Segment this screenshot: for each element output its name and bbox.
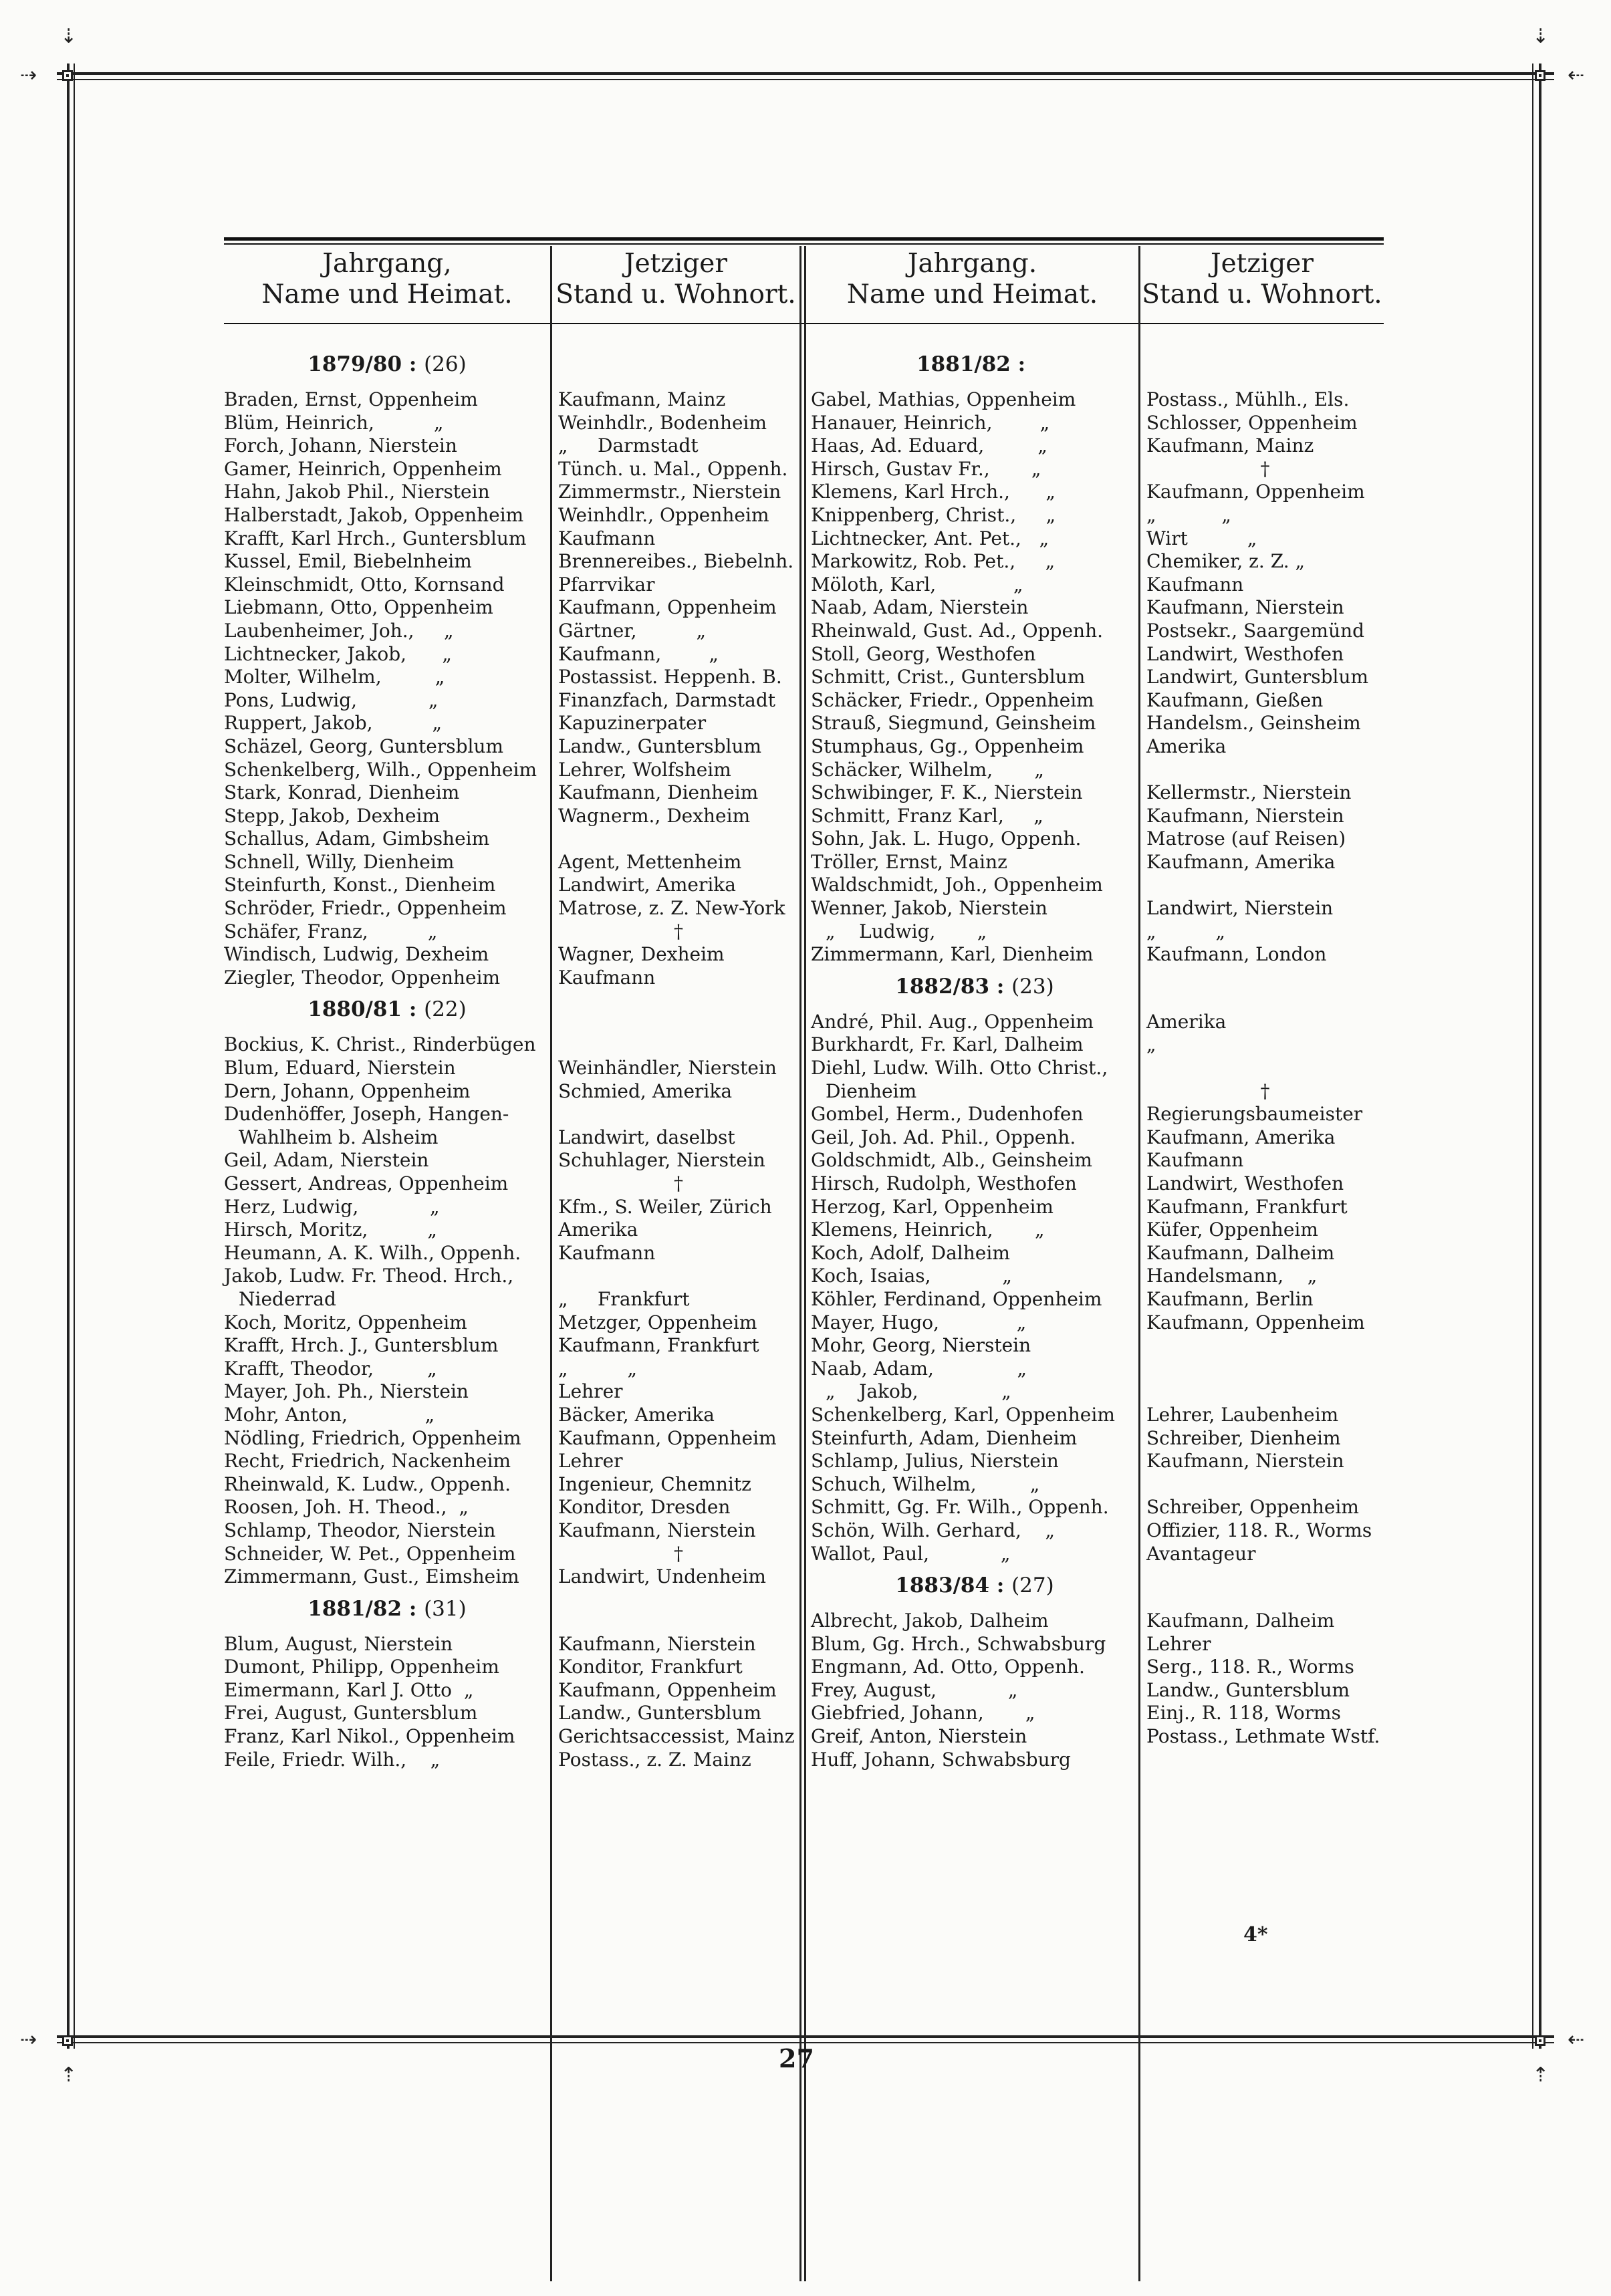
entry-status: Kaufmann, Amerika [1146, 850, 1336, 873]
entry-status: † [674, 1172, 683, 1194]
corner-ornament-top-right [1529, 64, 1552, 87]
entry-name: Forch, Johann, Nierstein [224, 434, 457, 457]
entry-status: Kaufmann, „ [558, 642, 719, 665]
entry-name: Recht, Friedrich, Nackenheim [224, 1450, 511, 1473]
entry-name: Schäfer, Franz, „ [224, 920, 438, 942]
arrow-ornament-icon: ⇢ [20, 63, 37, 87]
section-spacer [1146, 967, 1384, 1011]
year-heading: 1879/80 : (26) [307, 352, 467, 376]
entry-name: Bockius, K. Christ., Rinderbügen [224, 1033, 536, 1056]
entry-status: Kaufmann, Nierstein [1146, 804, 1344, 827]
entry-status: Kaufmann, Frankfurt [558, 1334, 759, 1357]
entry-status: Serg., 118. R., Worms [1146, 1656, 1354, 1678]
table-top-rule-thin [224, 243, 1384, 245]
entry-status: Konditor, Dresden [558, 1496, 731, 1519]
entry-name: Dienheim [826, 1079, 917, 1102]
entry-name: Hirsch, Rudolph, Westhofen [811, 1172, 1077, 1194]
page-number: 27 [779, 2043, 814, 2073]
entry-name: Burkhardt, Fr. Karl, Dalheim [811, 1033, 1084, 1056]
entry-name: Blum, Gg. Hrch., Schwabsburg [811, 1632, 1106, 1655]
entry-status: Kaufmann, Dalheim [1146, 1610, 1335, 1632]
entry-name: Wahlheim b. Alsheim [239, 1126, 439, 1148]
entry-name: Stark, Konrad, Dienheim [224, 781, 460, 804]
year-heading: 1881/82 : (31) [307, 1596, 467, 1621]
entry-name: Engmann, Ad. Otto, Oppenh. [811, 1656, 1085, 1678]
entry-status: Lehrer, Laubenheim [1146, 1403, 1339, 1426]
frame-top-line-thin [57, 79, 1554, 80]
entry-name: Hirsch, Moritz, „ [224, 1219, 437, 1241]
entry-name: Sohn, Jak. L. Hugo, Oppenh. [811, 827, 1082, 850]
entry-name: Goldschmidt, Alb., Geinsheim [811, 1149, 1092, 1172]
entry-name: Mayer, Hugo, „ [811, 1311, 1027, 1333]
entry-name: Herzog, Karl, Oppenheim [811, 1195, 1054, 1218]
entry-name: Zimmermann, Gust., Eimsheim [224, 1565, 519, 1588]
entry-status: Matrose (auf Reisen) [1146, 827, 1346, 850]
corner-ornament-bottom-left [56, 2029, 79, 2052]
entry-status: Schuhlager, Nierstein [558, 1149, 765, 1172]
section-spacer [558, 344, 799, 388]
header-name-right: Jahrgang. Name und Heimat. [846, 249, 1098, 309]
column-divider [804, 246, 806, 2281]
arrow-ornament-icon: ⇢ [20, 2028, 37, 2051]
entry-status: Landwirt, Amerika [558, 874, 736, 896]
entry-status: Wirt „ [1146, 527, 1257, 549]
entry-name: Schäcker, Friedr., Oppenheim [811, 688, 1094, 711]
entry-name: Stoll, Georg, Westhofen [811, 642, 1036, 665]
year-heading: 1881/82 : [916, 352, 1026, 376]
entry-name: Strauß, Siegmund, Geinsheim [811, 712, 1096, 735]
entry-status: Handelsm., Geinsheim [1146, 712, 1361, 735]
entry-status: Kaufmann [558, 527, 656, 549]
entry-status: Konditor, Frankfurt [558, 1656, 743, 1678]
entry-name: Blum, August, Nierstein [224, 1632, 453, 1655]
entry-status: Avantageur [1146, 1542, 1256, 1565]
entry-status [1146, 1380, 1384, 1404]
entry-status: Amerika [558, 1219, 638, 1241]
arrow-ornament-icon: ⇡ [1532, 2063, 1550, 2087]
entry-name: Windisch, Ludwig, Dexheim [224, 943, 489, 966]
entry-name: Krafft, Karl Hrch., Guntersblum [224, 527, 527, 549]
entry-name: Tröller, Ernst, Mainz [811, 850, 1007, 873]
entry-name: Kussel, Emil, Biebelnheim [224, 550, 472, 573]
entry-status: Kaufmann [1146, 573, 1244, 596]
entry-status: Postsekr., Saargemünd [1146, 619, 1365, 642]
entry-status: Kaufmann, Nierstein [1146, 1450, 1344, 1473]
entry-status: Kaufmann, Dienheim [558, 781, 759, 804]
entry-name: Blüm, Heinrich, „ [224, 411, 444, 434]
entry-name: Mayer, Joh. Ph., Nierstein [224, 1380, 469, 1403]
entry-name: Albrecht, Jakob, Dalheim [811, 1610, 1049, 1632]
entry-name: Schneider, W. Pet., Oppenheim [224, 1542, 516, 1565]
arrow-ornament-icon: ⇡ [60, 2063, 78, 2087]
arrow-ornament-icon: ⇠ [1568, 2028, 1585, 2051]
entry-name: Niederrad [239, 1287, 336, 1310]
entry-name: Gombel, Herm., Dudenhofen [811, 1103, 1084, 1126]
entry-status: Kaufmann, Oppenheim [558, 596, 777, 619]
right-status-column [1146, 344, 1384, 1771]
section-spacer [1146, 1565, 1384, 1610]
entry-status: Kaufmann, Oppenheim [1146, 481, 1365, 503]
column-divider [550, 246, 552, 2281]
entry-status: Kaufmann [558, 966, 656, 989]
entry-status: „ [1146, 1033, 1156, 1056]
frame-left-line [67, 63, 70, 2049]
entry-name: Gabel, Mathias, Oppenheim [811, 388, 1076, 410]
arrow-ornament-icon: ⇣ [1532, 25, 1550, 48]
entry-status: Landw., Guntersblum [1146, 1678, 1350, 1701]
entry-status: Einj., R. 118, Worms [1146, 1702, 1341, 1725]
entry-status: Weinhdlr., Bodenheim [558, 411, 767, 434]
entry-name: Geil, Adam, Nierstein [224, 1149, 429, 1172]
entry-name: Dumont, Philipp, Oppenheim [224, 1656, 499, 1678]
entry-status: Kaufmann, Oppenheim [558, 1426, 777, 1449]
entry-name: Mohr, Anton, „ [224, 1403, 435, 1426]
entry-name: Stumphaus, Gg., Oppenheim [811, 735, 1084, 757]
entry-name: Schmitt, Franz Karl, „ [811, 804, 1043, 827]
entry-name: Roosen, Joh. H. Theod., „ [224, 1496, 469, 1519]
entry-name: Zimmermann, Karl, Dienheim [811, 943, 1094, 966]
entry-name: Schäcker, Wilhelm, „ [811, 758, 1044, 781]
entry-name: Möloth, Karl, „ [811, 573, 1023, 596]
entry-name: Laubenheimer, Joh., „ [224, 619, 454, 642]
year-heading: 1882/83 : (23) [895, 974, 1054, 999]
entry-name: Schön, Wilh. Gerhard, „ [811, 1519, 1055, 1541]
entry-status: Ingenieur, Chemnitz [558, 1473, 751, 1495]
entry-name: Koch, Adolf, Dalheim [811, 1241, 1010, 1264]
entry-status: „ „ [1146, 920, 1226, 942]
entry-name: Feile, Friedr. Wilh., „ [224, 1748, 441, 1771]
entry-status: Weinhändler, Nierstein [558, 1057, 777, 1079]
entry-name: Molter, Wilhelm, „ [224, 666, 445, 688]
entry-status: Handelsmann, „ [1146, 1265, 1318, 1287]
entry-status: Brennereibes., Biebelnh. [558, 550, 794, 573]
entry-status: Küfer, Oppenheim [1146, 1219, 1318, 1241]
entry-name: Schenkelberg, Karl, Oppenheim [811, 1403, 1115, 1426]
frame-top-line [57, 72, 1554, 75]
entry-name: Ziegler, Theodor, Oppenheim [224, 966, 501, 989]
entry-status: „ Frankfurt [558, 1287, 690, 1310]
entry-name: Schröder, Friedr., Oppenheim [224, 897, 507, 920]
entry-name: Haas, Ad. Eduard, „ [811, 434, 1047, 457]
entry-name: Schallus, Adam, Gimbsheim [224, 827, 490, 850]
entry-status: Kaufmann [1146, 1149, 1244, 1172]
entry-status: Kaufmann, Nierstein [558, 1519, 756, 1541]
table-top-rule [224, 237, 1384, 241]
entry-status: Zimmermstr., Nierstein [558, 481, 781, 503]
entry-name: Waldschmidt, Joh., Oppenheim [811, 874, 1103, 896]
frame-left-line-thin [74, 63, 75, 2049]
entry-status: Pfarrvikar [558, 573, 655, 596]
entry-status: Landwirt, daselbst [558, 1126, 735, 1148]
entry-name: Lichtnecker, Ant. Pet., „ [811, 527, 1049, 549]
entry-status: Schlosser, Oppenheim [1146, 411, 1358, 434]
entry-name: Steinfurth, Adam, Dienheim [811, 1426, 1078, 1449]
arrow-ornament-icon: ⇠ [1568, 63, 1585, 87]
entry-status: Kaufmann, Mainz [558, 388, 726, 410]
entry-status: Kellermstr., Nierstein [1146, 781, 1352, 804]
entry-name: Gessert, Andreas, Oppenheim [224, 1172, 509, 1194]
entry-status: † [674, 920, 683, 942]
entry-name: Rheinwald, Gust. Ad., Oppenh. [811, 619, 1104, 642]
entry-status: Kaufmann, Oppenheim [558, 1678, 777, 1701]
entry-name: Dudenhöffer, Joseph, Hangen- [224, 1103, 509, 1126]
entry-name: Frey, August, „ [811, 1678, 1018, 1701]
entry-name: Steinfurth, Konst., Dienheim [224, 874, 496, 896]
corner-ornament-top-left [56, 64, 79, 87]
entry-name: Frei, August, Guntersblum [224, 1702, 478, 1725]
entry-status: Landw., Guntersblum [558, 735, 762, 757]
entry-status: Landw., Guntersblum [558, 1702, 762, 1725]
entry-status: „ „ [1146, 503, 1231, 526]
entry-status [558, 1033, 799, 1057]
entry-name: Naab, Adam, „ [811, 1357, 1027, 1380]
entry-name: Blum, Eduard, Nierstein [224, 1057, 456, 1079]
entry-name: Schlamp, Theodor, Nierstein [224, 1519, 496, 1541]
section-spacer [1146, 344, 1384, 388]
section-spacer [558, 1589, 799, 1633]
entry-status: Kfm., S. Weiler, Zürich [558, 1195, 772, 1218]
entry-status: Kaufmann, Nierstein [558, 1632, 756, 1655]
entry-name: Naab, Adam, Nierstein [811, 596, 1029, 619]
entry-name: Franz, Karl Nikol., Oppenheim [224, 1725, 515, 1748]
entry-status [1146, 1749, 1384, 1772]
entry-status: Gärtner, „ [558, 619, 707, 642]
entry-status: Kaufmann, Berlin [1146, 1287, 1314, 1310]
entry-status: † [674, 1542, 683, 1565]
entry-status: Bäcker, Amerika [558, 1403, 715, 1426]
entry-name: Knippenberg, Christ., „ [811, 503, 1056, 526]
entry-name: Klemens, Heinrich, „ [811, 1219, 1045, 1241]
entry-name: Krafft, Hrch. J., Guntersblum [224, 1334, 499, 1357]
entry-status [1146, 1057, 1384, 1080]
entry-status: Landwirt, Westhofen [1146, 1172, 1344, 1194]
entry-status: Landwirt, Undenheim [558, 1565, 766, 1588]
entry-status: Schreiber, Dienheim [1146, 1426, 1341, 1449]
entry-status: „ „ [558, 1357, 638, 1380]
entry-name: Schnell, Willy, Dienheim [224, 850, 455, 873]
column-divider [1138, 246, 1140, 2281]
entry-name: „ Ludwig, „ [826, 920, 987, 942]
entry-status: Amerika [1146, 1010, 1227, 1033]
entry-name: Schäzel, Georg, Guntersblum [224, 735, 504, 757]
entry-status: Kaufmann, Gießen [1146, 688, 1324, 711]
entry-name: Herz, Ludwig, „ [224, 1195, 440, 1218]
entry-name: Eimermann, Karl J. Otto „ [224, 1678, 474, 1701]
entry-status: Tünch. u. Mal., Oppenh. [558, 457, 788, 480]
entry-name: Gamer, Heinrich, Oppenheim [224, 457, 502, 480]
entry-name: Hanauer, Heinrich, „ [811, 411, 1050, 434]
alumni-table [224, 237, 1384, 2296]
entry-name: Krafft, Theodor, „ [224, 1357, 437, 1380]
year-heading: 1880/81 : (22) [307, 997, 467, 1022]
entry-name: Geil, Joh. Ad. Phil., Oppenh. [811, 1126, 1076, 1148]
header-status-right: Jetziger Stand u. Wohnort. [1142, 249, 1382, 309]
entry-name: Koch, Moritz, Oppenheim [224, 1311, 467, 1333]
entry-status: Lehrer [1146, 1632, 1211, 1655]
entry-status: Offizier, 118. R., Worms [1146, 1519, 1372, 1541]
entry-status: Agent, Mettenheim [558, 850, 742, 873]
entry-status: Regierungsbaumeister [1146, 1103, 1363, 1126]
frame-right-line-thin [1532, 63, 1533, 2049]
entry-status: Finanzfach, Darmstadt [558, 688, 776, 711]
entry-name: Hirsch, Gustav Fr., „ [811, 457, 1041, 480]
right-name-column [811, 344, 1138, 1771]
entry-name: Pons, Ludwig, „ [224, 688, 439, 711]
entry-status: Lehrer [558, 1380, 623, 1403]
entry-status: Postass., Lethmate Wstf. [1146, 1725, 1380, 1748]
entry-name: Kleinschmidt, Otto, Kornsand [224, 573, 505, 596]
entry-status [1146, 1358, 1384, 1381]
entry-status: † [1260, 1079, 1270, 1102]
entry-status: Postass., z. Z. Mainz [558, 1748, 751, 1771]
left-status-column [558, 344, 799, 1771]
entry-name: Ruppert, Jakob, „ [224, 712, 443, 735]
entry-status: Metzger, Oppenheim [558, 1311, 757, 1333]
entry-name: Dern, Johann, Oppenheim [224, 1079, 471, 1102]
entry-name: Schenkelberg, Wilh., Oppenheim [224, 758, 537, 781]
entry-name: Greif, Anton, Nierstein [811, 1725, 1027, 1748]
entry-name: „ Jakob, „ [826, 1380, 1011, 1403]
entry-status [558, 1265, 799, 1288]
entry-name: Wallot, Paul, „ [811, 1542, 1011, 1565]
entry-name: Schuch, Wilhelm, „ [811, 1473, 1040, 1495]
entry-status [1146, 759, 1384, 782]
entry-status: Landwirt, Guntersblum [1146, 666, 1369, 688]
entry-name: Koch, Isaias, „ [811, 1265, 1012, 1287]
entry-name: Hahn, Jakob Phil., Nierstein [224, 481, 490, 503]
left-name-column [224, 344, 550, 1771]
entry-status: † [1260, 457, 1270, 480]
entry-name: Schlamp, Julius, Nierstein [811, 1450, 1059, 1473]
entry-status: Chemiker, z. Z. „ [1146, 550, 1306, 573]
entry-status: Weinhdlr., Oppenheim [558, 503, 769, 526]
entry-status: Landwirt, Westhofen [1146, 642, 1344, 665]
entry-name: Halberstadt, Jakob, Oppenheim [224, 503, 524, 526]
entry-name: Braden, Ernst, Oppenheim [224, 388, 478, 410]
entry-status: Kaufmann, Frankfurt [1146, 1195, 1348, 1218]
entry-status: Kapuzinerpater [558, 712, 707, 735]
entry-name: Schwibinger, F. K., Nierstein [811, 781, 1083, 804]
entry-name: Stepp, Jakob, Dexheim [224, 804, 441, 827]
column-divider [799, 246, 801, 2281]
section-spacer [558, 989, 799, 1033]
entry-status: Landwirt, Nierstein [1146, 897, 1334, 920]
entry-name: Köhler, Ferdinand, Oppenheim [811, 1287, 1102, 1310]
entry-name: Klemens, Karl Hrch., „ [811, 481, 1056, 503]
entry-name: Schmitt, Gg. Fr. Wilh., Oppenh. [811, 1496, 1109, 1519]
entry-name: Heumann, A. K. Wilh., Oppenh. [224, 1241, 521, 1264]
entry-name: Mohr, Georg, Nierstein [811, 1334, 1031, 1357]
year-heading: 1883/84 : (27) [895, 1573, 1054, 1598]
entry-name: Liebmann, Otto, Oppenheim [224, 596, 493, 619]
entry-status: Kaufmann, London [1146, 943, 1327, 966]
entry-name: Nödling, Friedrich, Oppenheim [224, 1426, 521, 1449]
entry-status: Amerika [1146, 735, 1227, 757]
entry-status: Kaufmann [558, 1241, 656, 1264]
entry-status: Schmied, Amerika [558, 1079, 733, 1102]
entry-name: Rheinwald, K. Ludw., Oppenh. [224, 1473, 511, 1495]
entry-name: Lichtnecker, Jakob, „ [224, 642, 452, 665]
entry-status: „ Darmstadt [558, 434, 699, 457]
header-name-left: Jahrgang, Name und Heimat. [261, 249, 513, 309]
frame-right-line [1539, 63, 1541, 2049]
entry-status: Kaufmann, Oppenheim [1146, 1311, 1365, 1333]
entry-status [1146, 874, 1384, 897]
entry-name: Huff, Johann, Schwabsburg [811, 1748, 1071, 1771]
arrow-ornament-icon: ⇣ [60, 25, 78, 48]
corner-ornament-bottom-right [1529, 2029, 1552, 2052]
signature-mark: 4* [1243, 1923, 1268, 1946]
entry-status: Matrose, z. Z. New-York [558, 897, 785, 920]
entry-status: Schreiber, Oppenheim [1146, 1496, 1359, 1519]
header-status-left: Jetziger Stand u. Wohnort. [555, 249, 796, 309]
entry-status: Kaufmann, Mainz [1146, 434, 1314, 457]
entry-status: Kaufmann, Amerika [1146, 1126, 1336, 1148]
entry-status: Gerichtsaccessist, Mainz [558, 1725, 795, 1748]
entry-name: Schmitt, Crist., Guntersblum [811, 666, 1086, 688]
entry-name: Diehl, Ludw. Wilh. Otto Christ., [811, 1057, 1108, 1079]
entry-name: Wenner, Jakob, Nierstein [811, 897, 1047, 920]
entry-status [1146, 1334, 1384, 1358]
entry-status [558, 1103, 799, 1126]
entry-status: Postass., Mühlh., Els. [1146, 388, 1350, 410]
entry-status [558, 827, 799, 851]
entry-status: Kaufmann, Dalheim [1146, 1241, 1335, 1264]
entry-status: Lehrer [558, 1450, 623, 1473]
entry-name: André, Phil. Aug., Oppenheim [811, 1010, 1094, 1033]
entry-name: Jakob, Ludw. Fr. Theod. Hrch., [224, 1265, 514, 1287]
entry-name: Giebfried, Johann, „ [811, 1702, 1035, 1725]
entry-status: Postassist. Heppenh. B. [558, 666, 782, 688]
entry-status [1146, 1473, 1384, 1497]
entry-status: Lehrer, Wolfsheim [558, 758, 731, 781]
entry-name: Markowitz, Rob. Pet., „ [811, 550, 1056, 573]
entry-status: Kaufmann, Nierstein [1146, 596, 1344, 619]
entry-status: Wagnerm., Dexheim [558, 804, 751, 827]
entry-status: Wagner, Dexheim [558, 943, 725, 966]
